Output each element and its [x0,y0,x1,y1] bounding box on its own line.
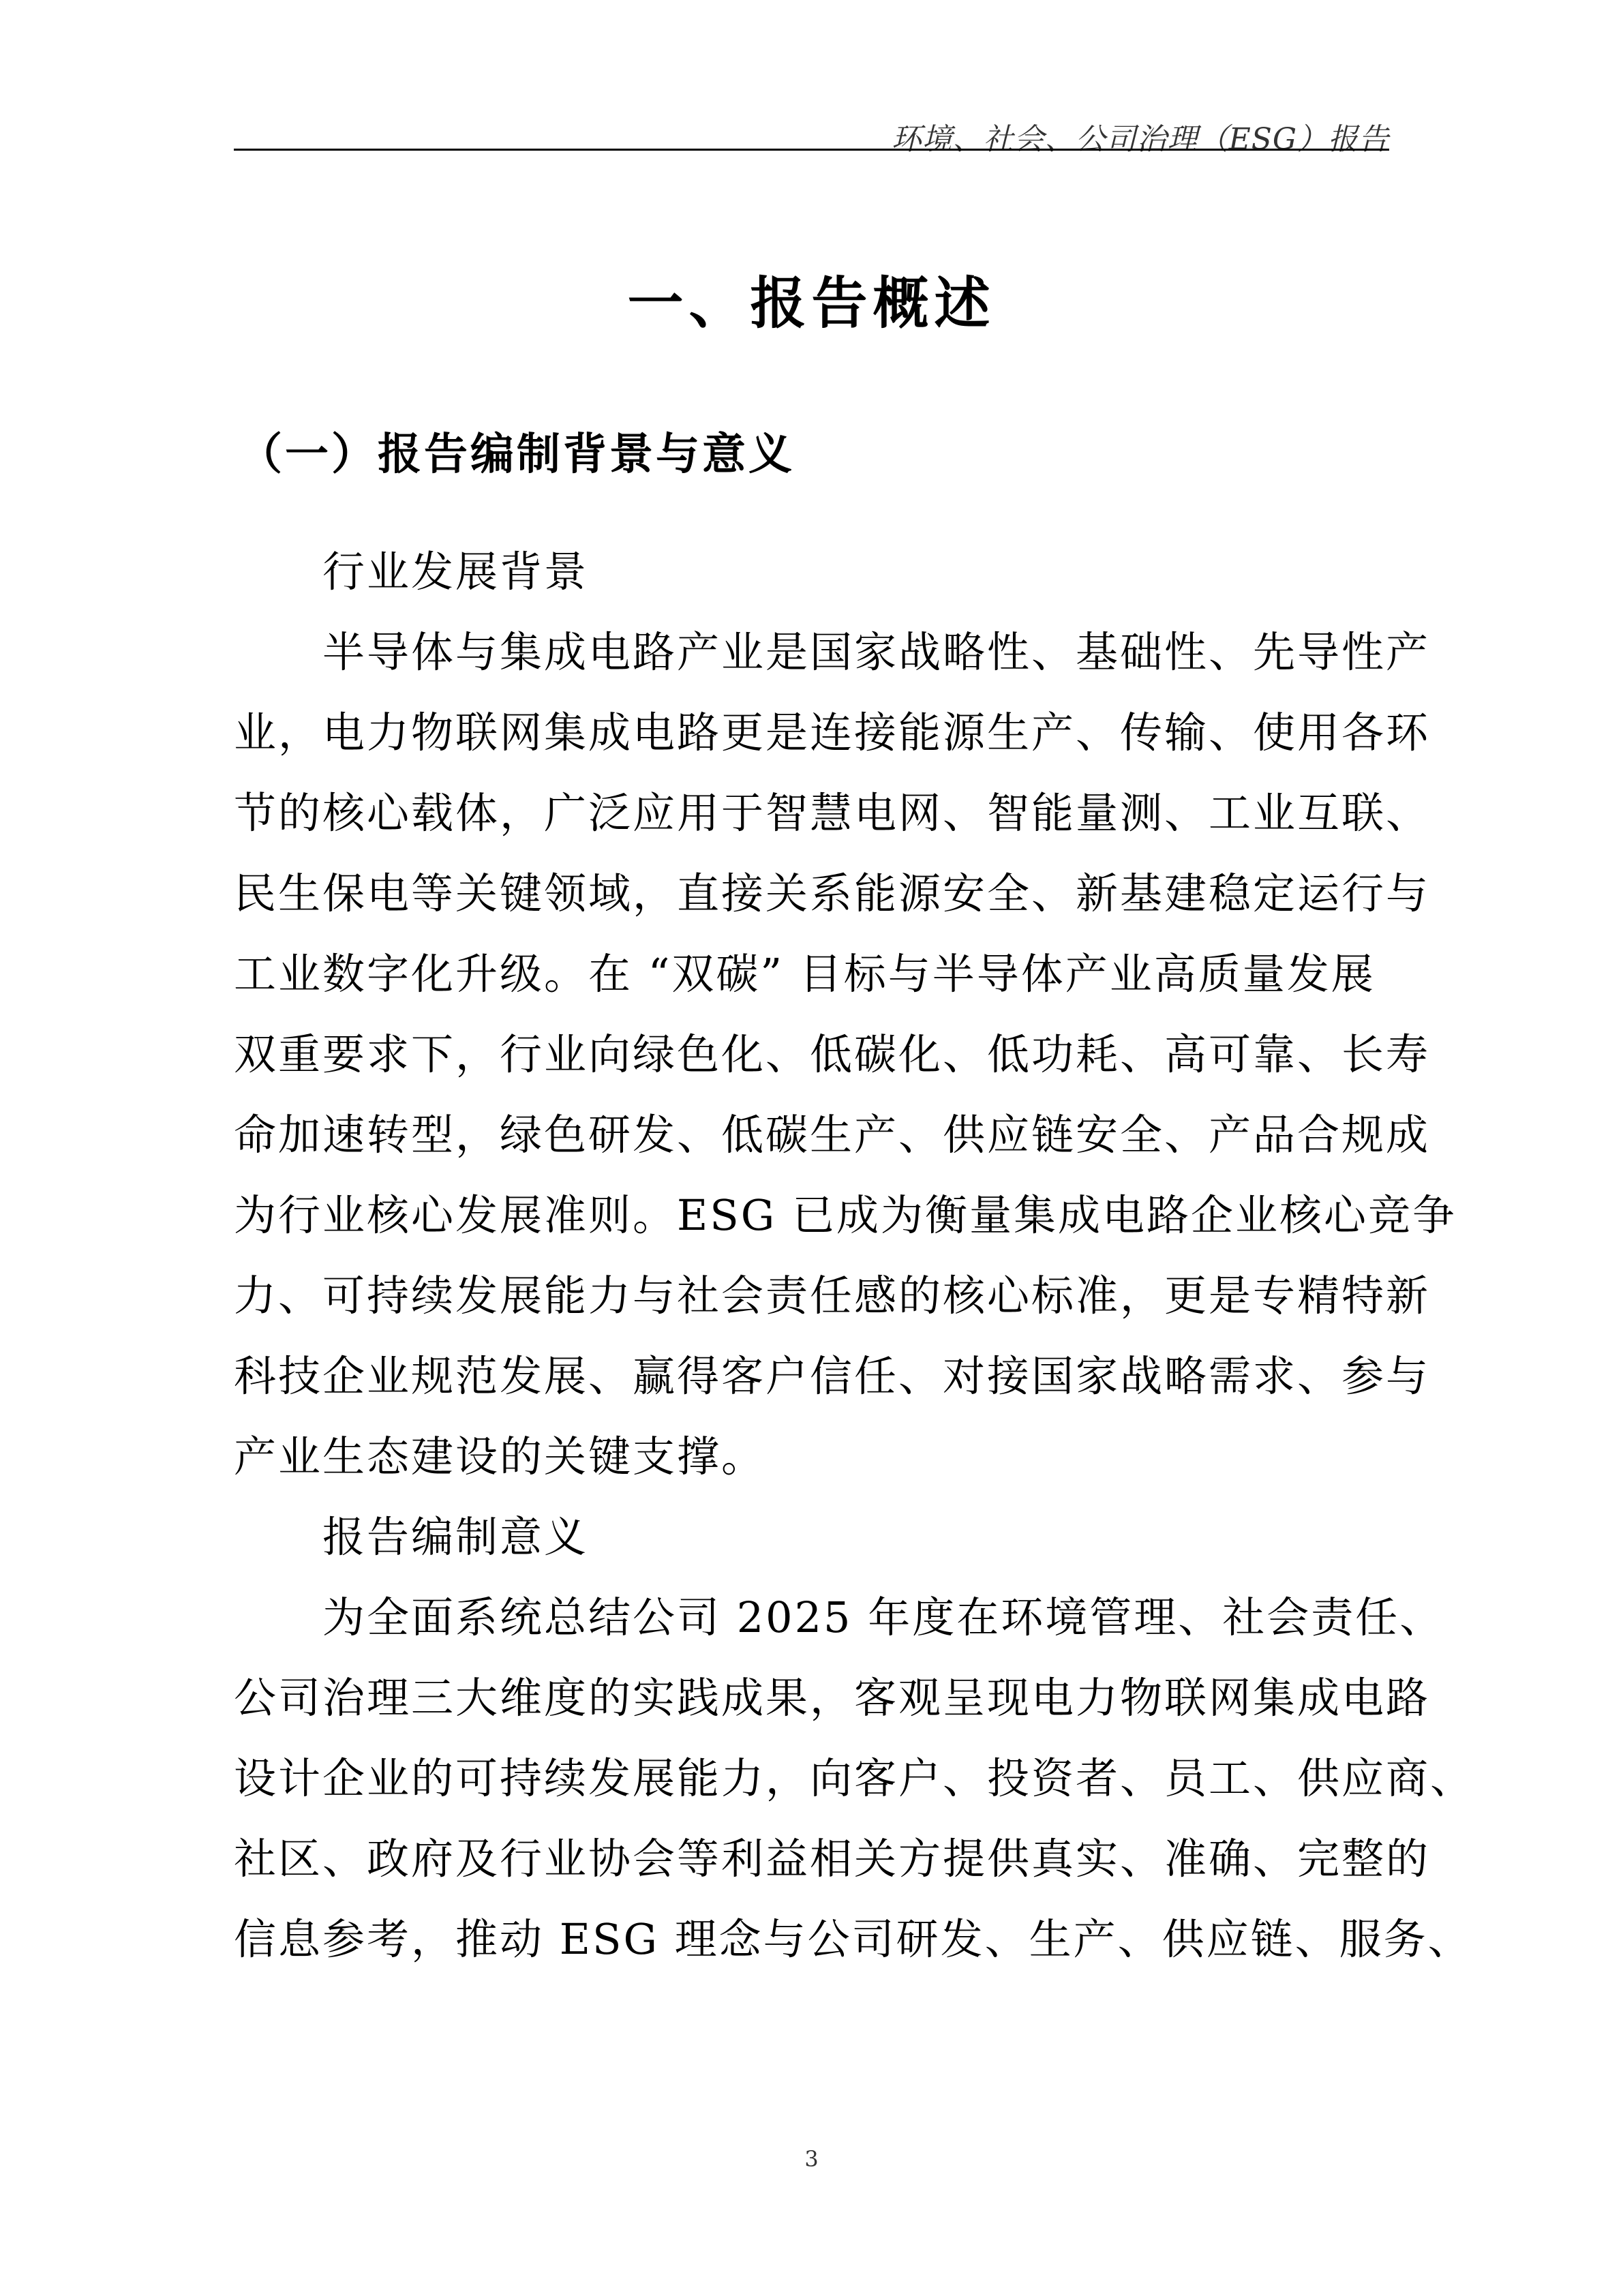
paragraph-line: 社区、政府及行业协会等利益相关方提供真实、准确、完整的 [234,1834,1431,1884]
running-header: 环境、社会、公司治理（ESG）报告 [891,122,1389,157]
body-text [234,532,1475,1980]
paragraph-line: 双重要求下，行业向绿色化、低碳化、低功耗、高可靠、长寿 [234,1029,1431,1079]
paragraph-line: 工业数字化升级。在 “双碳” 目标与半导体产业高质量发展 [234,949,1376,999]
page-number: 3 [804,2146,819,2172]
paragraph-line: 为行业核心发展准则。ESG 已成为衡量集成电路企业核心竞争 [234,1190,1457,1240]
subheading-report-significance: 报告编制意义 [322,1512,589,1562]
paragraph-line: 科技企业规范发展、赢得客户信任、对接国家战略需求、参与 [234,1351,1431,1401]
paragraph-line: 业，电力物联网集成电路更是连接能源生产、传输、使用各环 [234,708,1431,757]
chapter-title: 一、报告概述 [627,271,996,336]
paragraph-line: 力、可持续发展能力与社会责任感的核心标准，更是专精特新 [234,1271,1431,1320]
paragraph-line: 为全面系统总结公司 2025 年度在环境管理、社会责任、 [322,1592,1444,1642]
paragraph-line: 民生保电等关键领域，直接关系能源安全、新基建稳定运行与 [234,868,1431,918]
header-divider [234,149,1389,151]
paragraph-line: 信息参考，推动 ESG 理念与公司研发、生产、供应链、服务、 [234,1914,1472,1964]
paragraph-line: 公司治理三大维度的实践成果，客观呈现电力物联网集成电路 [234,1673,1431,1723]
paragraph-line: 半导体与集成电路产业是国家战略性、基础性、先导性产 [322,627,1431,677]
paragraph-line: 产业生态建设的关键支撑。 [234,1432,766,1481]
paragraph-line: 设计企业的可持续发展能力，向客户、投资者、员工、供应商、 [234,1753,1475,1803]
paragraph-line: 命加速转型，绿色研发、低碳生产、供应链安全、产品合规成 [234,1110,1431,1160]
section-title: （一）报告编制背景与意义 [239,429,795,480]
subheading-industry-background: 行业发展背景 [322,547,589,596]
paragraph-line: 节的核心载体，广泛应用于智慧电网、智能量测、工业互联、 [234,788,1431,838]
